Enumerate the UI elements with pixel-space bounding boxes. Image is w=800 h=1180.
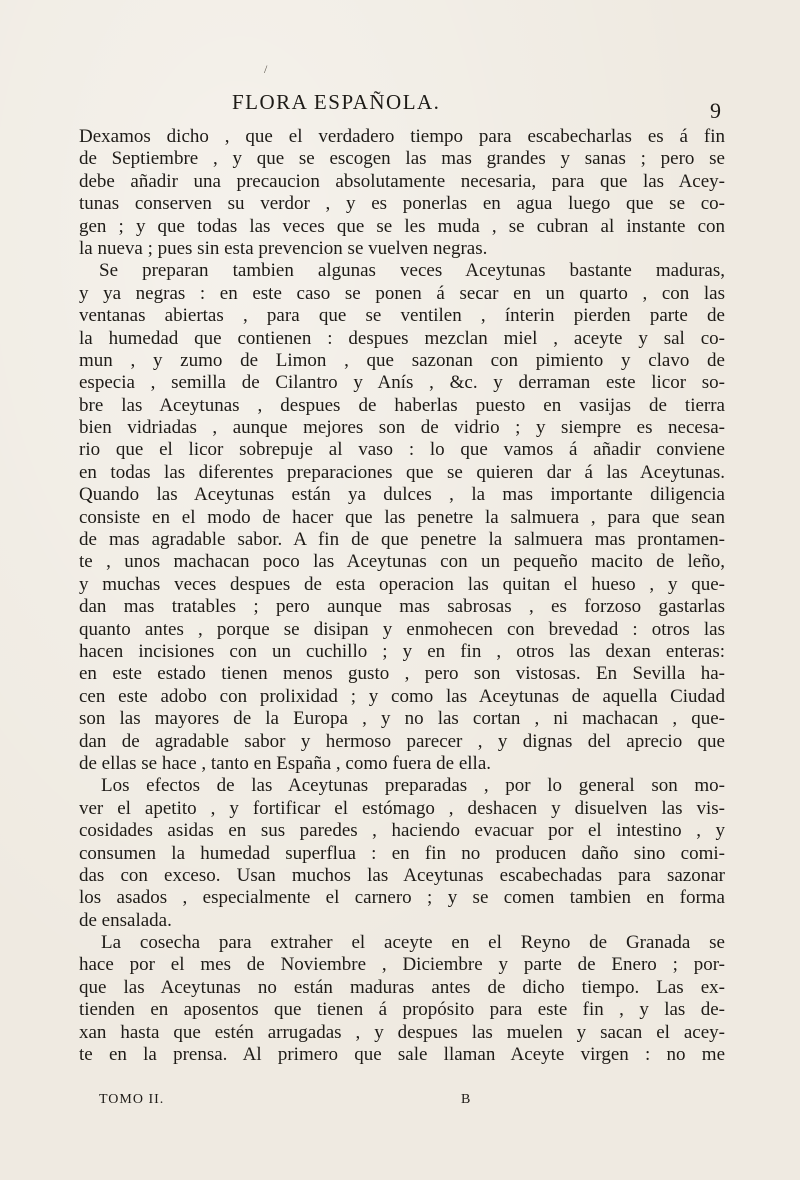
text-line: en este estado tienen menos gusto , pero son vistosas. En Sevilla ha- — [79, 663, 725, 685]
text-line: mun , y zumo de Limon , que sazonan con pimiento y clavo de — [79, 349, 725, 371]
text-line: ventanas abiertas , para que se ventilen , ínterin pierden parte de — [79, 305, 725, 327]
page-number: 9 — [710, 98, 721, 123]
text-line: te en la prensa. Al primero que sale llaman Aceyte virgen : no me — [79, 1044, 725, 1066]
text-line: dan mas tratables ; pero aunque mas sabrosas , es forzoso gastarlas — [79, 596, 725, 618]
text-line: la nueva ; pues sin esta prevencion se vuelven negras. — [79, 237, 488, 259]
text-line: que las Aceytunas no están maduras antes de dicho tiempo. Las ex- — [79, 976, 725, 998]
text-line: das con exceso. Usan muchos las Aceytunas escabechadas para sazonar — [79, 864, 725, 886]
body-text — [79, 126, 725, 1066]
text-line: ver el apetito , y fortificar el estómago , deshacen y disuelven las vis- — [79, 797, 725, 819]
paragraph-start-line: Los efectos de las Aceytunas preparadas , por lo general son mo- — [101, 775, 725, 797]
text-line: quanto antes , porque se disipan y enmohecen con brevedad : otros las — [79, 618, 725, 640]
page-mark: / — [264, 62, 268, 76]
text-line: dan de agradable sabor y hermoso parecer , y dignas del aprecio que — [79, 730, 725, 752]
volume-label: TOMO II. — [99, 1092, 165, 1107]
text-line: y muchas veces despues de esta operacion las quitan el hueso , y que- — [79, 573, 725, 595]
text-line: te , unos machacan poco las Aceytunas con un pequeño macito de leño, — [79, 551, 725, 573]
text-line: son las mayores de la Europa , y no las cortan , ni machacan , que- — [79, 708, 725, 730]
page-footer — [0, 1092, 800, 1114]
text-line: rio que el licor sobrepuje al vaso : lo que vamos á añadir conviene — [79, 439, 725, 461]
text-line: xan hasta que estén arrugadas , y despues las muelen y sacan el acey- — [79, 1021, 725, 1043]
text-line: cosidades asidas en sus paredes , haciendo evacuar por el intestino , y — [79, 820, 725, 842]
text-line: en todas las diferentes preparaciones que se quieren dar á las Aceytunas. — [79, 461, 725, 483]
text-line: Dexamos dicho , que el verdadero tiempo para escabecharlas es á fin — [79, 126, 725, 147]
text-line: tunas conserven su verdor , y es ponerlas en agua luego que se co- — [79, 193, 725, 215]
text-line: de ellas se hace , tanto en España , como fuera de ella. — [79, 752, 492, 774]
text-line: hacen incisiones con un cuchillo ; y en fin , otros las dexan enteras: — [79, 640, 725, 662]
text-line: de Septiembre , y que se escogen las mas grandes y sanas ; pero se — [79, 148, 725, 170]
text-line: la humedad que contienen : despues mezclan miel , aceyte y sal co- — [79, 327, 725, 349]
text-line: consumen la humedad superflua : en fin no producen daño sino comi- — [79, 842, 725, 864]
text-line: y ya negras : en este caso se ponen á secar en un quarto , con las — [79, 282, 725, 304]
text-line: hace por el mes de Noviembre , Diciembre y parte de Enero ; por- — [79, 954, 725, 976]
paragraph-start-line: La cosecha para extraher el aceyte en el Reyno de Granada se — [101, 932, 725, 954]
text-line: los asados , especialmente el carnero ; y se comen tambien en forma — [79, 887, 725, 909]
text-line: tienden en aposentos que tienen á propósito para este fin , y las de- — [79, 999, 725, 1021]
text-line: de mas agradable sabor. A fin de que penetre la salmuera mas prontamen- — [79, 529, 725, 551]
text-line: debe añadir una precaucion absolutamente necesaria, para que las Acey- — [79, 170, 725, 192]
text-line: de ensalada. — [79, 909, 172, 931]
text-line: bien vidriadas , aunque mejores son de vidrio ; y siempre es necesa- — [79, 417, 725, 439]
text-line: bre las Aceytunas , despues de haberlas puesto en vasijas de tierra — [79, 394, 725, 416]
text-line: especia , semilla de Cilantro y Anís , &c. y derraman este licor so- — [79, 372, 725, 394]
text-line: gen ; y que todas las veces que se les muda , se cubran al instante con — [79, 215, 725, 237]
signature-mark: B — [461, 1092, 471, 1107]
text-line: consiste en el modo de hacer que las penetre la salmuera , para que sean — [79, 506, 725, 528]
running-head: FLORA ESPAÑOLA. — [232, 90, 441, 114]
text-line: cen este adobo con prolixidad ; y como las Aceytunas de aquella Ciudad — [79, 685, 725, 707]
text-line: Quando las Aceytunas están ya dulces , la mas importante diligencia — [79, 484, 725, 506]
page-header — [0, 90, 800, 123]
paragraph-start-line: Se preparan tambien algunas veces Aceytunas bastante maduras, — [99, 260, 725, 282]
